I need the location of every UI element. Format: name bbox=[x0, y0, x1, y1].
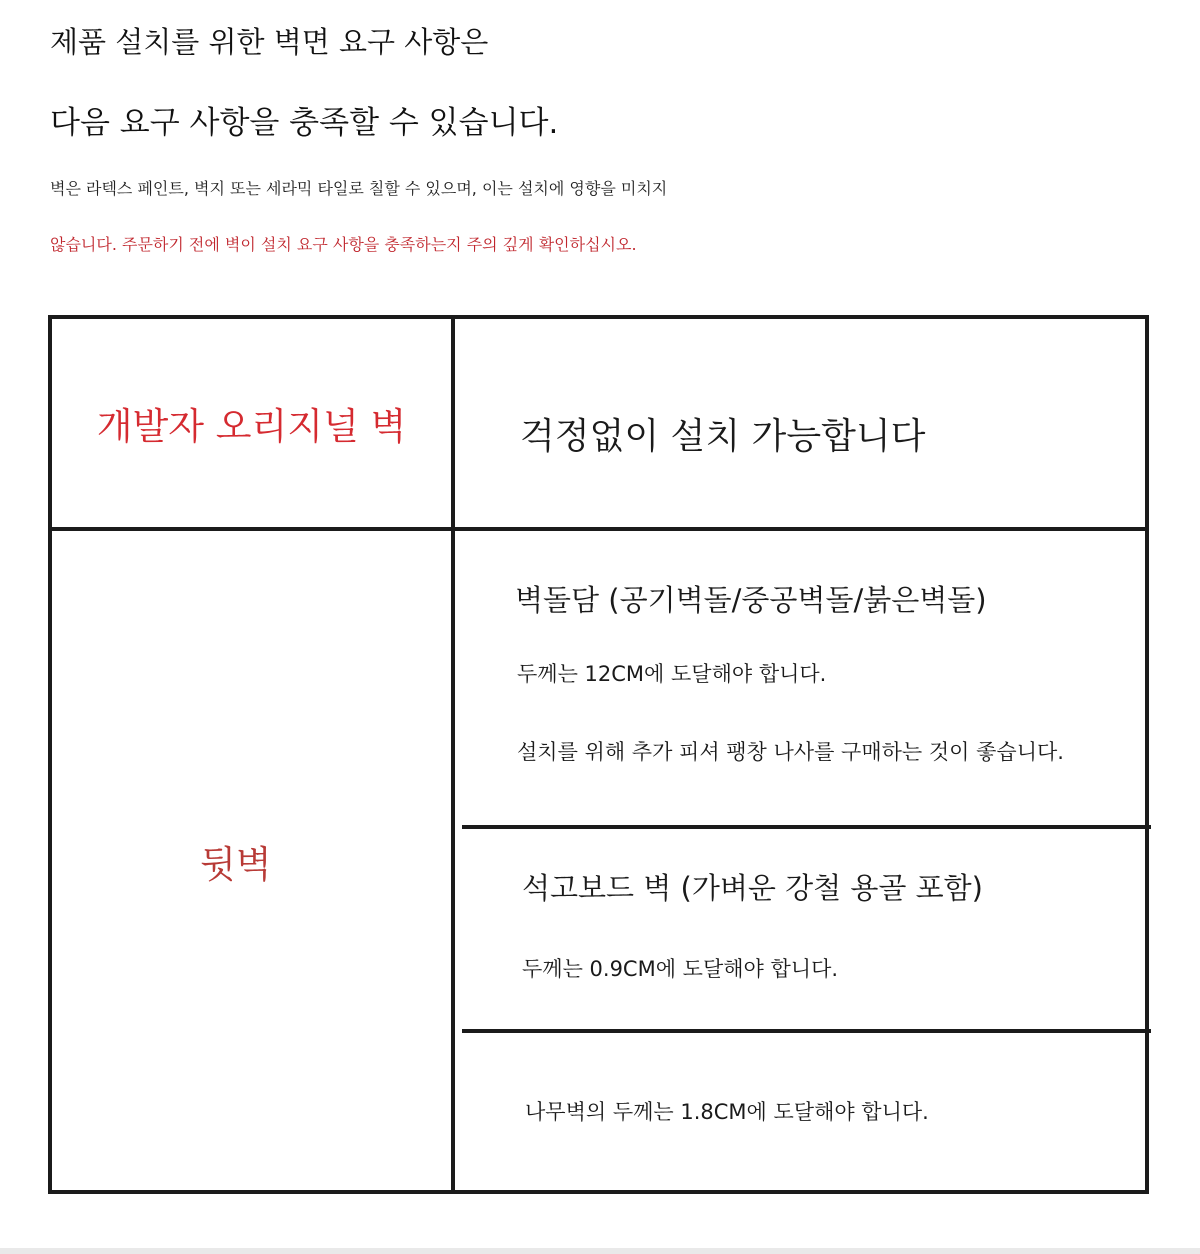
original-wall-install-note: 걱정없이 설치 가능합니다 bbox=[520, 416, 926, 457]
page-title-line1: 제품 설치를 위한 벽면 요구 사항은 bbox=[50, 25, 489, 59]
order-warning-note: 않습니다. 주문하기 전에 벽이 설치 요구 사항을 충족하는지 주의 깊게 확인하십시오. bbox=[50, 235, 637, 254]
gypsum-wall-thickness: 두께는 0.9CM에 도달해야 합니다. bbox=[522, 957, 839, 981]
brick-wall-title: 벽돌담 (공기벽돌/중공벽돌/붉은벽돌) bbox=[515, 583, 987, 617]
gypsum-wall-title: 석고보드 벽 (가벼운 강철 용골 포함) bbox=[522, 871, 983, 905]
wall-finish-note: 벽은 라텍스 페인트, 벽지 또는 세라믹 타일로 칠할 수 있으며, 이는 설치에 영향을 미치지 bbox=[50, 179, 668, 198]
table-subsection-divider-1 bbox=[462, 825, 1151, 829]
row-label-back-wall: 뒷벽 bbox=[200, 842, 272, 886]
page-title-line2: 다음 요구 사항을 충족할 수 있습니다. bbox=[50, 105, 559, 141]
table-column-divider bbox=[451, 315, 455, 1194]
brick-wall-thickness: 두께는 12CM에 도달해야 합니다. bbox=[517, 662, 827, 686]
table-subsection-divider-2 bbox=[462, 1029, 1151, 1033]
page-bottom-divider bbox=[0, 1248, 1200, 1254]
row-label-original-wall: 개발자 오리지널 벽 bbox=[96, 405, 407, 448]
wood-wall-thickness: 나무벽의 두께는 1.8CM에 도달해야 합니다. bbox=[525, 1100, 929, 1124]
brick-wall-advice: 설치를 위해 추가 피셔 팽창 나사를 구매하는 것이 좋습니다. bbox=[517, 740, 1064, 764]
